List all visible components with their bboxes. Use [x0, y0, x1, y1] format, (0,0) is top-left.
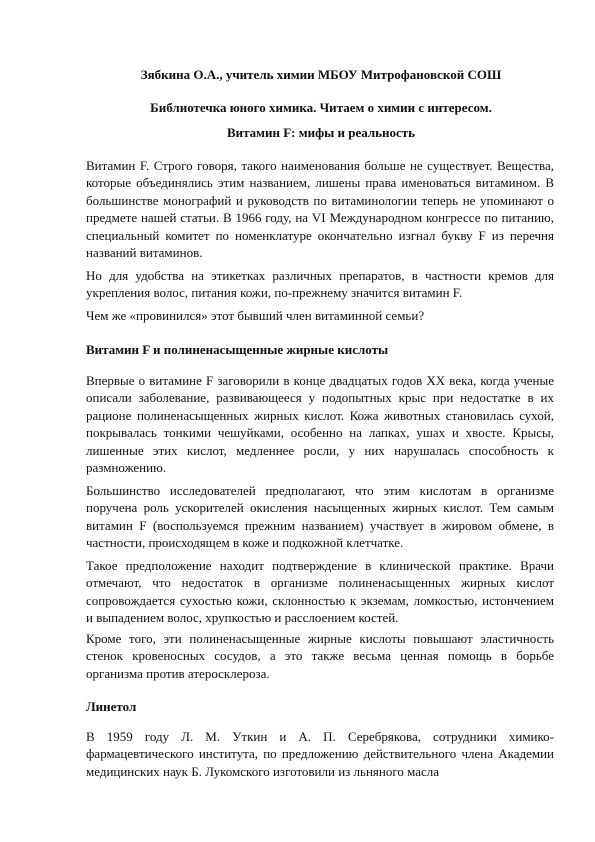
section1-paragraph-2: Большинство исследователей предполагают, что этим кислотам в организме поручена роль ускорителей окисления насыщенных жирных кислот. Тем самым витамин F (воспользуемся прежним названием) участвует в жировом обмене, в частности, происходящем в коже и подкожной клетчатке. [86, 483, 554, 551]
section1-paragraph-3: Такое предположение находит подтверждение в клинической практике. Врачи отмечают, что недостаток в организме полиненасыщенных жирных кислот сопровождается сухостью кожи, склонностью к экземам, ломкостью, истончением и выпадением волос, хрупкостью и расслоением костей. [86, 558, 554, 626]
series-title: Библиотечка юного химика. Читаем о химии с интересом. [150, 100, 492, 115]
section-heading-linetol: Линетол [86, 699, 137, 714]
intro-paragraph-3: Чем же «провинился» этот бывший член витаминной семьи? [86, 308, 425, 323]
section2-paragraph-1: В 1959 году Л. М. Уткин и А. П. Серебрякова, сотрудники химико-фармацевтического института, по предложению действительного члена Академии медицинских наук Б. Лукомского изготовили из льняного масла [86, 729, 554, 779]
article-title: Витамин F: мифы и реальность [226, 125, 416, 140]
section1-paragraph-4: Кроме того, эти полиненасыщенные жирные кислоты повышают эластичность стенок кровеносных сосудов, а это также весьма ценная помощь в борьбе организма против атеросклероза. [86, 631, 554, 681]
section1-paragraph-1: Впервые о витамине F заговорили в конце двадцатых годов XX века, когда ученые описали заболевание, развивающееся у подопытных крыс при недостатке в их рационе полиненасыщенных жирных кислот. Кожа животных становилась сухой, покрывалась тонкими чешуйками, особенно на лапках, ушах и хвосте. Крысы, лишенные этих кислот, медленнее росли, у них нарушалась способность к размножению. [86, 373, 554, 476]
author-line: Зябкина О.А., учитель химии МБОУ Митрофановской СОШ [140, 67, 502, 82]
intro-paragraph-2: Но для удобства на этикетках различных препаратов, в частности кремов для укрепления волос, питания кожи, по-прежнему значится витамин F. [86, 268, 554, 301]
section-heading-vitamin-f: Витамин F и полиненасыщенные жирные кислоты [86, 342, 389, 357]
intro-paragraph-1: Витамин F. Строго говоря, такого наименования больше не существует. Вещества, которые объединялись этим названием, лишены права именоваться витамином. В большинстве монографий и руководств по витаминологии теперь не упоминают о предмете нашей статьи. В 1966 году, на VI Международном конгрессе по питанию, специальный комитет по номенклатуре окончательно изгнал букву F из перечня названий витаминов. [86, 158, 554, 261]
